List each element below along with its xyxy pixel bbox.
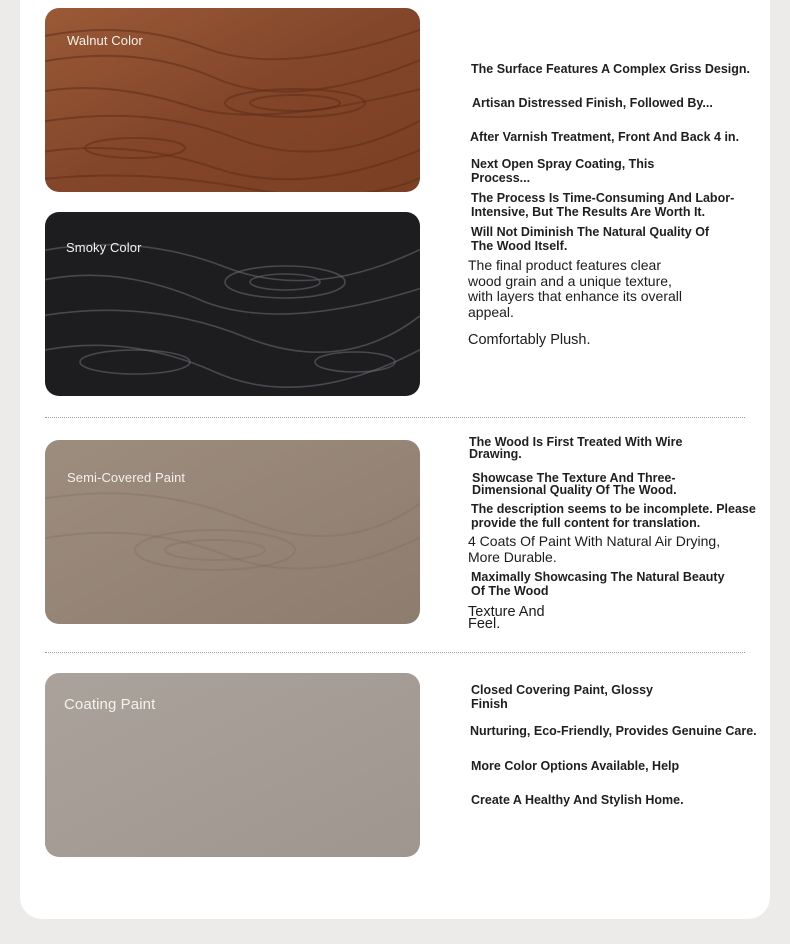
semi-line-2: Showcase The Texture And Three-Dimensional Quality Of The Wood.	[472, 471, 677, 497]
feature-closing: Comfortably Plush.	[468, 332, 591, 348]
feature-line-4: Next Open Spray Coating, This Process...	[471, 157, 655, 185]
semi-line-3: The description seems to be incomplete. Please provide the full content for translation.	[471, 502, 756, 530]
coating-line-2: Nurturing, Eco-Friendly, Provides Genuine Care.	[470, 724, 757, 738]
feature-line-5: The Process Is Time-Consuming And Labor-Intensive, But The Results Are Worth It.	[471, 191, 735, 219]
semi-line-1: The Wood Is First Treated With Wire Drawing.	[469, 435, 683, 461]
coating-swatch	[45, 673, 420, 857]
feature-line-6: Will Not Diminish The Natural Quality Of The Wood Itself.	[471, 225, 710, 253]
coating-line-1: Closed Covering Paint, Glossy Finish	[471, 683, 653, 711]
feature-line-3: After Varnish Treatment, Front And Back 4 in.	[470, 130, 740, 144]
walnut-label: Walnut Color	[67, 33, 143, 48]
semi-covered-swatch	[45, 440, 420, 624]
walnut-swatch	[45, 8, 420, 192]
semi-covered-label: Semi-Covered Paint	[67, 470, 186, 485]
feature-line-2: Artisan Distressed Finish, Followed By...	[472, 96, 713, 110]
section-divider-1	[45, 417, 745, 418]
smoky-swatch	[45, 212, 420, 396]
coating-line-3: More Color Options Available, Help	[471, 759, 680, 773]
coating-label: Coating Paint	[64, 696, 156, 713]
coating-line-4: Create A Healthy And Stylish Home.	[471, 793, 684, 807]
semi-line-4: 4 Coats Of Paint With Natural Air Drying, More Durable.	[468, 533, 721, 565]
section-divider-2	[45, 652, 745, 653]
semi-line-5: Maximally Showcasing The Natural Beauty Of The Wood	[471, 570, 725, 598]
semi-line-6: Texture And Feel.	[468, 604, 545, 632]
smoky-label: Smoky Color	[66, 240, 142, 255]
feature-paragraph: The final product features clear wood grain and a unique texture, with layers that enhance its overall appeal.	[468, 257, 682, 320]
feature-line-1: The Surface Features A Complex Griss Design.	[471, 62, 751, 76]
semi-covered-texture	[45, 440, 420, 624]
